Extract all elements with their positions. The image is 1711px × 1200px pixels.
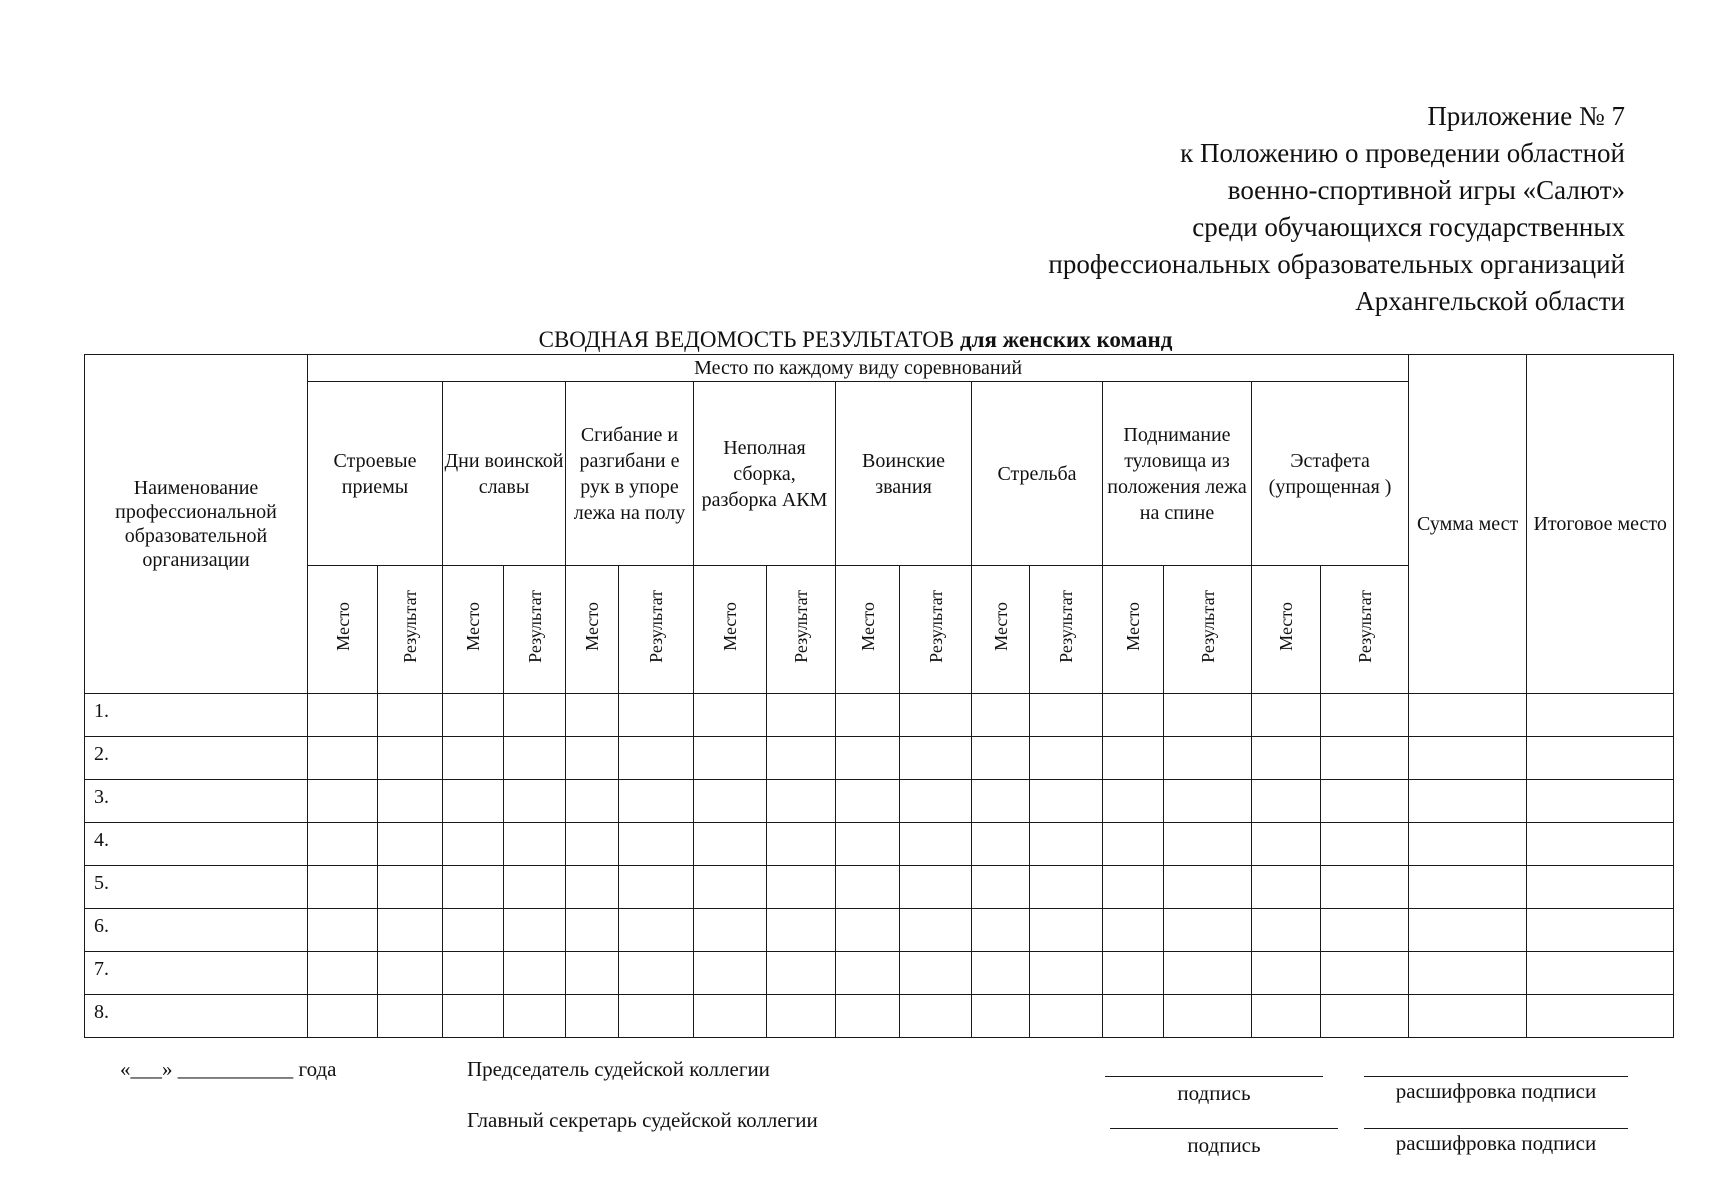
table-row: [85, 694, 1674, 737]
empty-cell[interactable]: [694, 694, 767, 737]
empty-cell[interactable]: [972, 780, 1030, 823]
empty-cell[interactable]: [900, 694, 972, 737]
empty-cell[interactable]: [1409, 737, 1527, 780]
empty-cell[interactable]: [836, 737, 900, 780]
empty-cell[interactable]: [1321, 866, 1409, 909]
sub-result-label: Результат: [400, 589, 420, 663]
empty-cell[interactable]: [694, 952, 767, 995]
empty-cell[interactable]: [1030, 780, 1103, 823]
empty-cell[interactable]: [566, 823, 619, 866]
sub-result-label: Результат: [1056, 589, 1076, 663]
empty-cell[interactable]: [1030, 995, 1103, 1038]
empty-cell[interactable]: [694, 909, 767, 952]
row-number: 5.: [85, 866, 308, 909]
empty-cell[interactable]: [1252, 694, 1321, 737]
empty-cell[interactable]: [1103, 780, 1164, 823]
empty-cell[interactable]: [1103, 823, 1164, 866]
sub-result-label: Результат: [524, 589, 545, 663]
empty-cell[interactable]: [1030, 737, 1103, 780]
sub-result-header: [1030, 566, 1103, 694]
sub-place-header: [1252, 566, 1321, 694]
sub-result-header: [619, 566, 694, 694]
empty-cell[interactable]: [1321, 995, 1409, 1038]
empty-cell[interactable]: [308, 909, 378, 952]
empty-cell[interactable]: [1321, 737, 1409, 780]
empty-cell[interactable]: [504, 995, 566, 1038]
empty-cell[interactable]: [443, 823, 504, 866]
empty-cell[interactable]: [619, 823, 694, 866]
empty-cell[interactable]: [767, 952, 836, 995]
date-field: «___» ___________ года: [120, 1057, 337, 1081]
table-row: [85, 737, 1674, 780]
empty-cell[interactable]: [378, 995, 443, 1038]
chairman-signature-line: [1105, 1076, 1323, 1077]
empty-cell[interactable]: [767, 995, 836, 1038]
empty-cell[interactable]: [1030, 952, 1103, 995]
empty-cell[interactable]: [566, 952, 619, 995]
empty-cell[interactable]: [836, 909, 900, 952]
sub-place-label: Место: [582, 601, 602, 651]
empty-cell[interactable]: [767, 823, 836, 866]
sub-place-label: Место: [720, 601, 740, 651]
row-number: 8.: [85, 995, 308, 1038]
sub-result-label: Результат: [1354, 589, 1375, 663]
empty-cell[interactable]: [900, 737, 972, 780]
empty-cell[interactable]: [900, 866, 972, 909]
sub-result-label: Результат: [791, 589, 811, 663]
empty-cell[interactable]: [443, 995, 504, 1038]
empty-cell[interactable]: [443, 694, 504, 737]
table-row: [85, 909, 1674, 952]
empty-cell[interactable]: [619, 866, 694, 909]
appendix-line: среди обучающихся государственных: [1192, 212, 1625, 242]
empty-cell[interactable]: [504, 737, 566, 780]
empty-cell[interactable]: [619, 780, 694, 823]
empty-cell[interactable]: [443, 780, 504, 823]
empty-cell[interactable]: [694, 866, 767, 909]
empty-cell[interactable]: [1252, 909, 1321, 952]
empty-cell[interactable]: [1409, 823, 1527, 866]
table-row: [85, 866, 1674, 909]
empty-cell[interactable]: [836, 995, 900, 1038]
event-header: Эстафета (упрощенная ): [1252, 382, 1409, 566]
empty-cell[interactable]: [619, 909, 694, 952]
row-number: 6.: [85, 909, 308, 952]
secretary-decoding-line: [1364, 1128, 1628, 1129]
event-header: Дни воинской славы: [443, 382, 566, 566]
results-table: [84, 354, 1674, 1038]
secretary-signature-caption: подпись: [1187, 1133, 1261, 1157]
empty-cell[interactable]: [443, 737, 504, 780]
empty-cell[interactable]: [900, 995, 972, 1038]
empty-cell[interactable]: [694, 823, 767, 866]
chairman-signature-caption: подпись: [1177, 1081, 1251, 1105]
empty-cell[interactable]: [1103, 737, 1164, 780]
empty-cell[interactable]: [694, 995, 767, 1038]
sub-place-label: Место: [463, 601, 483, 651]
empty-cell[interactable]: [972, 909, 1030, 952]
appendix-line: Архангельской области: [1355, 286, 1625, 316]
empty-cell[interactable]: [836, 823, 900, 866]
secretary-label: Главный секретарь судейской коллегии: [467, 1108, 818, 1132]
empty-cell[interactable]: [1527, 694, 1674, 737]
empty-cell[interactable]: [308, 737, 378, 780]
empty-cell[interactable]: [378, 694, 443, 737]
empty-cell[interactable]: [1164, 694, 1252, 737]
empty-cell[interactable]: [972, 737, 1030, 780]
empty-cell[interactable]: [308, 694, 378, 737]
sub-result-header: [504, 566, 566, 694]
empty-cell[interactable]: [1103, 952, 1164, 995]
empty-cell[interactable]: [443, 909, 504, 952]
appendix-line: профессиональных образовательных организаций: [1048, 249, 1625, 279]
sub-result-label: Результат: [646, 589, 666, 663]
empty-cell[interactable]: [1321, 952, 1409, 995]
final-place-header: Итоговое место: [1527, 355, 1674, 694]
sub-place-header: [836, 566, 900, 694]
empty-cell[interactable]: [900, 909, 972, 952]
sub-result-header: [1164, 566, 1252, 694]
sub-result-header: [1321, 566, 1409, 694]
empty-cell[interactable]: [1527, 909, 1674, 952]
empty-cell[interactable]: [378, 952, 443, 995]
empty-cell[interactable]: [1321, 823, 1409, 866]
empty-cell[interactable]: [1164, 780, 1252, 823]
event-header: Неполная сборка, разборка АКМ: [694, 382, 836, 566]
empty-cell[interactable]: [1030, 866, 1103, 909]
empty-cell[interactable]: [767, 694, 836, 737]
empty-cell[interactable]: [504, 780, 566, 823]
empty-cell[interactable]: [1409, 866, 1527, 909]
empty-cell[interactable]: [972, 995, 1030, 1038]
sub-place-label: Место: [990, 601, 1011, 651]
empty-cell[interactable]: [694, 780, 767, 823]
empty-cell[interactable]: [566, 694, 619, 737]
empty-cell[interactable]: [1030, 694, 1103, 737]
sub-result-label: Результат: [1197, 589, 1218, 663]
empty-cell[interactable]: [566, 737, 619, 780]
event-header: Сгибание и разгибани е рук в упоре лежа на полу: [566, 382, 694, 566]
org-name-header: Наименование профессиональной образовательной организации: [85, 355, 308, 694]
title-emphasis: для женских команд: [959, 327, 1173, 352]
secretary-signature-line: [1110, 1128, 1338, 1129]
event-header: Строевые приемы: [308, 382, 443, 566]
table-body: [85, 694, 1674, 1038]
empty-cell[interactable]: [1409, 909, 1527, 952]
empty-cell[interactable]: [1252, 737, 1321, 780]
chairman-decoding-caption: расшифровка подписи: [1395, 1079, 1597, 1103]
empty-cell[interactable]: [308, 780, 378, 823]
table-row: [85, 823, 1674, 866]
empty-cell[interactable]: [619, 694, 694, 737]
empty-cell[interactable]: [1164, 737, 1252, 780]
row-number: 7.: [85, 952, 308, 995]
appendix-line: военно-спортивной игры «Салют»: [1227, 175, 1625, 205]
empty-cell[interactable]: [1527, 823, 1674, 866]
chairman-decoding-line: [1364, 1076, 1628, 1077]
empty-cell[interactable]: [308, 995, 378, 1038]
empty-cell[interactable]: [1527, 995, 1674, 1038]
empty-cell[interactable]: [566, 780, 619, 823]
empty-cell[interactable]: [1164, 952, 1252, 995]
empty-cell[interactable]: [1103, 909, 1164, 952]
empty-cell[interactable]: [972, 866, 1030, 909]
empty-cell[interactable]: [378, 866, 443, 909]
row-number: 4.: [85, 823, 308, 866]
empty-cell[interactable]: [619, 952, 694, 995]
empty-cell[interactable]: [1164, 909, 1252, 952]
empty-cell[interactable]: [836, 780, 900, 823]
empty-cell[interactable]: [619, 995, 694, 1038]
empty-cell[interactable]: [1103, 866, 1164, 909]
empty-cell[interactable]: [504, 866, 566, 909]
empty-cell[interactable]: [378, 737, 443, 780]
empty-cell[interactable]: [443, 866, 504, 909]
sub-place-header: [566, 566, 619, 694]
sub-place-header: [308, 566, 378, 694]
empty-cell[interactable]: [1409, 995, 1527, 1038]
empty-cell[interactable]: [1252, 780, 1321, 823]
empty-cell[interactable]: [504, 909, 566, 952]
sub-result-header: [378, 566, 443, 694]
empty-cell[interactable]: [1527, 952, 1674, 995]
empty-cell[interactable]: [378, 909, 443, 952]
sub-place-label: Место: [857, 601, 878, 651]
empty-cell[interactable]: [1409, 694, 1527, 737]
empty-cell[interactable]: [1527, 780, 1674, 823]
sub-place-header: [972, 566, 1030, 694]
empty-cell[interactable]: [566, 909, 619, 952]
row-number: 2.: [85, 737, 308, 780]
empty-cell[interactable]: [1527, 866, 1674, 909]
empty-cell[interactable]: [1103, 694, 1164, 737]
sub-place-label: Место: [1276, 601, 1296, 651]
empty-cell[interactable]: [1409, 780, 1527, 823]
sub-result-header: [767, 566, 836, 694]
empty-cell[interactable]: [1164, 866, 1252, 909]
empty-cell[interactable]: [1164, 823, 1252, 866]
empty-cell[interactable]: [767, 909, 836, 952]
empty-cell[interactable]: [1252, 995, 1321, 1038]
empty-cell[interactable]: [767, 780, 836, 823]
row-number: 1.: [85, 694, 308, 737]
sub-place-header: [694, 566, 767, 694]
empty-cell[interactable]: [1252, 866, 1321, 909]
event-header: Воинские звания: [836, 382, 972, 566]
table-row: [85, 995, 1674, 1038]
sub-place-header: [1103, 566, 1164, 694]
sum-header: Сумма мест: [1409, 355, 1527, 694]
sub-place-label: Место: [1123, 601, 1143, 651]
empty-cell[interactable]: [767, 737, 836, 780]
empty-cell[interactable]: [972, 694, 1030, 737]
empty-cell[interactable]: [900, 780, 972, 823]
empty-cell[interactable]: [1030, 909, 1103, 952]
empty-cell[interactable]: [378, 780, 443, 823]
secretary-decoding-caption: расшифровка подписи: [1395, 1131, 1597, 1155]
empty-cell[interactable]: [566, 995, 619, 1038]
empty-cell[interactable]: [1409, 952, 1527, 995]
empty-cell[interactable]: [1252, 952, 1321, 995]
empty-cell[interactable]: [972, 952, 1030, 995]
appendix-header: [1048, 98, 1625, 320]
empty-cell[interactable]: [1030, 823, 1103, 866]
empty-cell[interactable]: [900, 823, 972, 866]
empty-cell[interactable]: [378, 823, 443, 866]
empty-cell[interactable]: [1164, 995, 1252, 1038]
row-number: 3.: [85, 780, 308, 823]
appendix-line: к Положению о проведении областной: [1180, 138, 1625, 168]
empty-cell[interactable]: [619, 737, 694, 780]
empty-cell[interactable]: [767, 866, 836, 909]
empty-cell[interactable]: [1321, 780, 1409, 823]
empty-cell[interactable]: [1321, 694, 1409, 737]
sub-result-label: Результат: [925, 589, 946, 663]
empty-cell[interactable]: [900, 952, 972, 995]
places-header: Место по каждому виду соревнований: [308, 355, 1409, 382]
empty-cell[interactable]: [566, 866, 619, 909]
title-main: СВОДНАЯ ВЕДОМОСТЬ РЕЗУЛЬТАТОВ: [538, 327, 955, 352]
empty-cell[interactable]: [694, 737, 767, 780]
chairman-label: Председатель судейской коллегии: [467, 1057, 770, 1081]
empty-cell[interactable]: [504, 694, 566, 737]
empty-cell[interactable]: [836, 694, 900, 737]
sub-place-label: Место: [332, 601, 353, 651]
empty-cell[interactable]: [443, 952, 504, 995]
empty-cell[interactable]: [504, 952, 566, 995]
table-row: [85, 780, 1674, 823]
empty-cell[interactable]: [1252, 823, 1321, 866]
empty-cell[interactable]: [308, 866, 378, 909]
appendix-line: Приложение № 7: [1427, 101, 1625, 131]
sub-place-header: [443, 566, 504, 694]
document-title: [0, 326, 1711, 354]
empty-cell[interactable]: [308, 952, 378, 995]
empty-cell[interactable]: [1527, 737, 1674, 780]
event-header: Поднимание туловища из положения лежа на спине: [1103, 382, 1252, 566]
empty-cell[interactable]: [836, 952, 900, 995]
event-header: Стрельба: [972, 382, 1103, 566]
empty-cell[interactable]: [972, 823, 1030, 866]
table-row: [85, 952, 1674, 995]
empty-cell[interactable]: [504, 823, 566, 866]
empty-cell[interactable]: [1321, 909, 1409, 952]
empty-cell[interactable]: [308, 823, 378, 866]
sub-result-header: [900, 566, 972, 694]
empty-cell[interactable]: [836, 866, 900, 909]
empty-cell[interactable]: [1103, 995, 1164, 1038]
